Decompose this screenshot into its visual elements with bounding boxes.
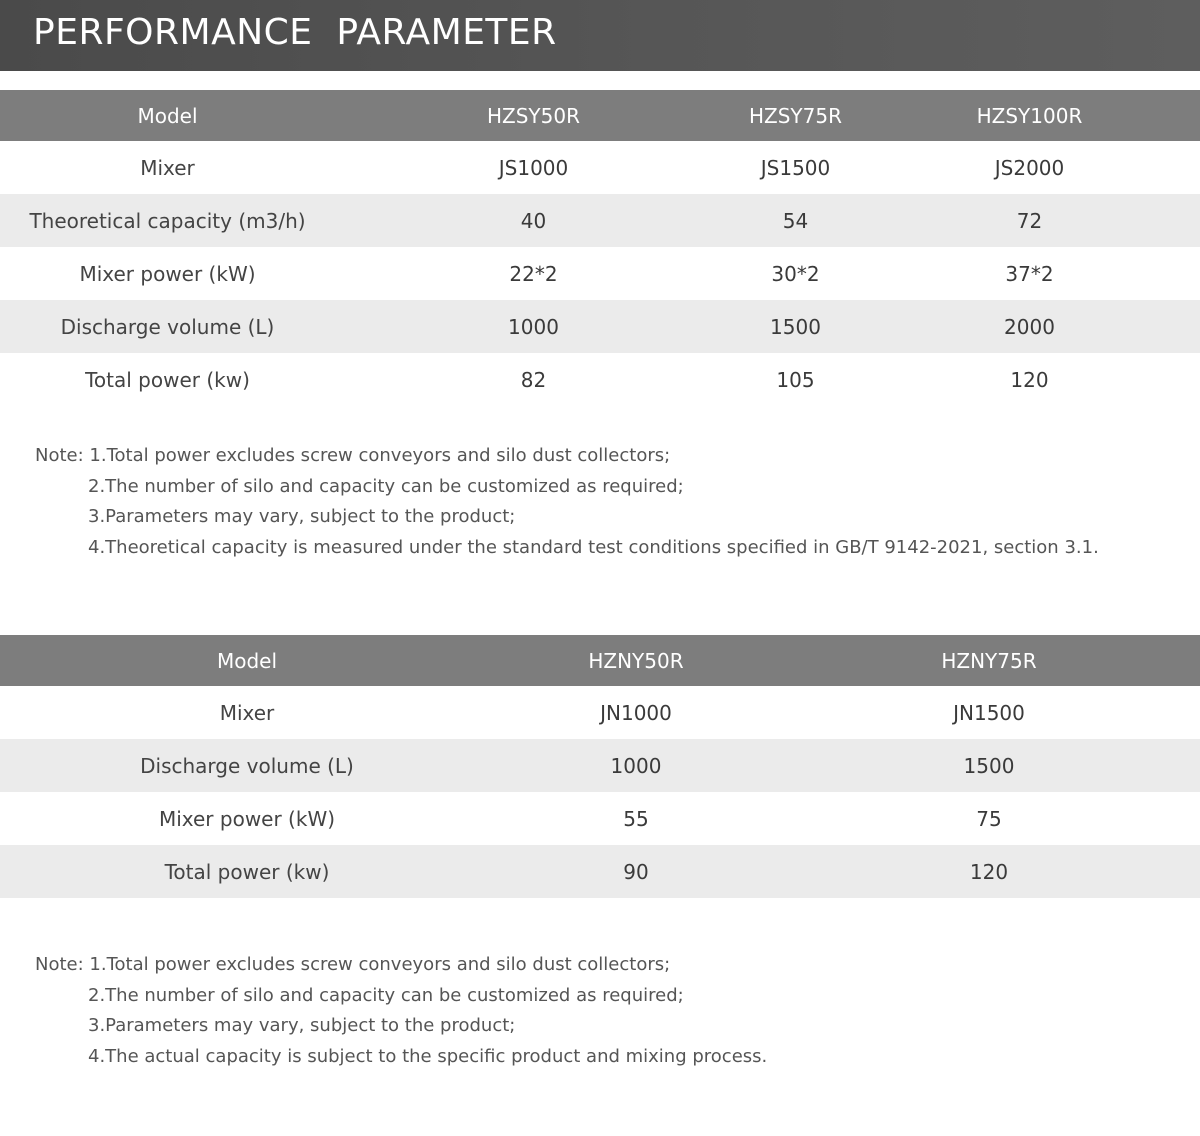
table-cell: 37*2 bbox=[1005, 261, 1054, 286]
table-cell: JN1000 bbox=[600, 700, 672, 725]
row-label: Discharge volume (L) bbox=[0, 739, 494, 792]
row-label: Total power (kw) bbox=[0, 845, 494, 898]
table-row bbox=[0, 300, 1200, 353]
table-cell: 72 bbox=[859, 194, 1200, 247]
table-cell: 55 bbox=[623, 806, 649, 831]
spec-table-hzsy bbox=[0, 90, 1200, 406]
table-row bbox=[0, 353, 1200, 406]
table-cell: JS1000 bbox=[498, 155, 569, 180]
spec-table-hzny bbox=[0, 635, 1200, 898]
table-header-row bbox=[0, 90, 1200, 141]
table-cell: 120 bbox=[778, 845, 1200, 898]
row-label: Mixer bbox=[140, 155, 195, 180]
table-cell: 1000 bbox=[335, 300, 732, 353]
table-cell: 22*2 bbox=[509, 261, 558, 286]
column-header: HZNY50R bbox=[494, 635, 778, 686]
note-line: 3.Parameters may vary, subject to the product; bbox=[88, 506, 516, 527]
table-cell: 105 bbox=[776, 367, 815, 392]
column-header: Model bbox=[0, 635, 494, 686]
row-label: Theoretical capacity (m3/h) bbox=[0, 194, 335, 247]
note-line: Note: 1.Total power excludes screw conveyors and silo dust collectors; bbox=[35, 954, 671, 975]
table-cell: JS2000 bbox=[994, 155, 1065, 180]
table-header-row bbox=[0, 635, 1200, 686]
table-cell: 40 bbox=[335, 194, 732, 247]
table-row bbox=[0, 845, 1200, 898]
page-title: PERFORMANCE PARAMETER bbox=[33, 12, 557, 53]
column-header: Model bbox=[0, 90, 335, 141]
column-header: HZSY100R bbox=[859, 90, 1200, 141]
note-line: Note: 1.Total power excludes screw conveyors and silo dust collectors; bbox=[35, 445, 671, 466]
table-cell: 1500 bbox=[778, 739, 1200, 792]
note-line: 4.Theoretical capacity is measured under the standard test conditions specified in GB/T 9142-2021, section 3.1. bbox=[88, 536, 1099, 558]
table-row bbox=[0, 141, 1200, 194]
column-header: HZNY75R bbox=[778, 635, 1200, 686]
note-line: 2.The number of silo and capacity can be customized as required; bbox=[88, 984, 684, 1006]
table-row bbox=[0, 792, 1200, 845]
column-header: HZSY50R bbox=[335, 90, 732, 141]
table-cell: 120 bbox=[1010, 367, 1049, 392]
note-line: 3.Parameters may vary, subject to the product; bbox=[88, 1015, 516, 1036]
table-cell: JS1500 bbox=[760, 155, 831, 180]
page-header bbox=[0, 0, 1200, 71]
row-label: Mixer bbox=[219, 700, 275, 725]
table-notes-hzsy bbox=[35, 441, 1175, 563]
column-header: HZSY75R bbox=[732, 90, 859, 141]
table-cell: JN1500 bbox=[953, 700, 1025, 725]
table-cell: 54 bbox=[732, 194, 859, 247]
table-cell: 1000 bbox=[494, 739, 778, 792]
table-cell: 90 bbox=[494, 845, 778, 898]
table-row bbox=[0, 686, 1200, 739]
table-notes-hzny bbox=[35, 950, 1175, 1072]
table-cell: 2000 bbox=[859, 300, 1200, 353]
table-cell: 82 bbox=[520, 367, 547, 392]
table-cell: 1500 bbox=[732, 300, 859, 353]
table-row bbox=[0, 194, 1200, 247]
table-row bbox=[0, 739, 1200, 792]
row-label: Mixer power (kW) bbox=[158, 806, 336, 831]
row-label: Mixer power (kW) bbox=[79, 261, 256, 286]
row-label: Discharge volume (L) bbox=[0, 300, 335, 353]
table-row bbox=[0, 247, 1200, 300]
note-line: 4.The actual capacity is subject to the specific product and mixing process. bbox=[88, 1045, 768, 1067]
table-cell: 75 bbox=[976, 806, 1002, 831]
row-label: Total power (kw) bbox=[85, 367, 250, 392]
table-cell: 30*2 bbox=[771, 261, 820, 286]
note-line: 2.The number of silo and capacity can be customized as required; bbox=[88, 475, 684, 497]
